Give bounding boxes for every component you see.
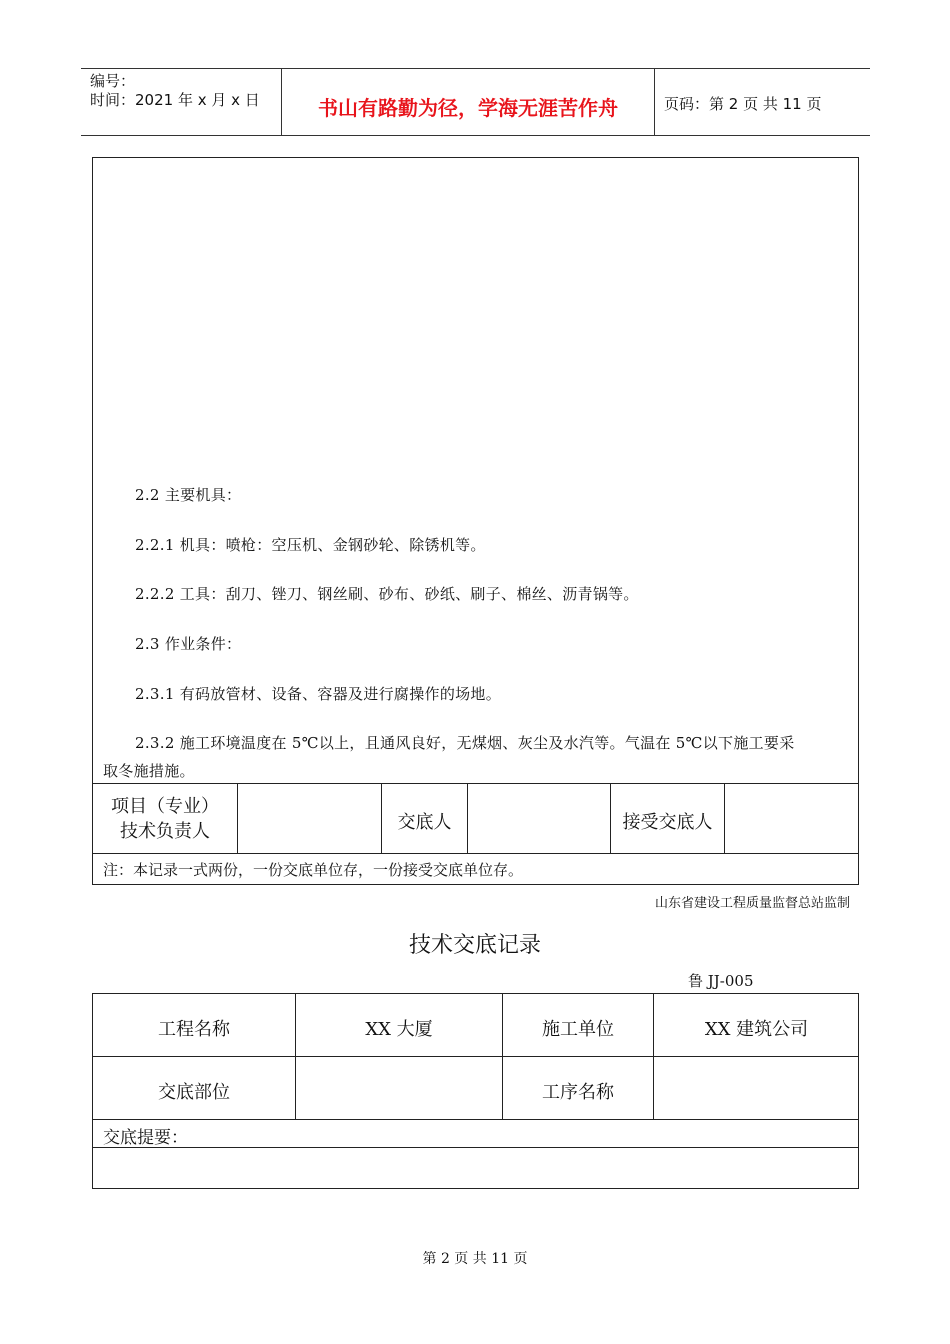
section-line-7: 取冬施措施。 <box>103 762 195 780</box>
project-name-value: XX 大厦 <box>365 1019 433 1040</box>
sign-row-divider-1 <box>237 783 238 853</box>
sign-row-bottom-rule <box>92 853 859 854</box>
issuer-text: 山东省建设工程质量监督总站监制 <box>654 896 850 911</box>
section-line-1: 2.2 主要机具： <box>135 486 242 504</box>
form-col-3 <box>653 993 654 1119</box>
form-title: 技术交底记录 <box>408 933 541 958</box>
sign-row-divider-3 <box>467 783 468 853</box>
header-top-rule <box>81 68 870 69</box>
record-note: 注：本记录一式两份，一份交底单位存，一份接受交底单位存。 <box>103 861 524 879</box>
receiver-label: 接受交底人 <box>622 812 713 833</box>
header-divider-right <box>654 68 655 136</box>
header-number-label: 编号： <box>90 72 136 90</box>
header-time-label: 时间：2021 年 x 月 x 日 <box>90 91 260 109</box>
sign-row-top-rule <box>92 783 859 784</box>
brief-part-label: 交底部位 <box>158 1082 230 1103</box>
section-line-5: 2.3.1 有码放管材、设备、容器及进行腐操作的场地。 <box>135 685 502 703</box>
construction-unit-label: 施工单位 <box>542 1019 614 1040</box>
section-line-3: 2.2.2 工具：刮刀、锉刀、钢丝刷、砂布、砂纸、刷子、棉丝、沥青锅等。 <box>135 585 639 603</box>
header-page-label: 页码：第 2 页 共 11 页 <box>664 95 822 113</box>
form-rule-3 <box>92 1147 859 1148</box>
construction-unit-value: XX 建筑公司 <box>704 1019 809 1040</box>
section-line-2: 2.2.1 机具：喷枪：空压机、金钢砂轮、除锈机等。 <box>135 536 486 554</box>
form-rule-2 <box>92 1119 859 1120</box>
process-name-label: 工序名称 <box>542 1082 614 1103</box>
page-footer: 第 2 页 共 11 页 <box>422 1251 528 1267</box>
brief-summary-label: 交底提要： <box>103 1128 188 1148</box>
header-bottom-rule <box>81 135 870 136</box>
briefer-label: 交底人 <box>397 812 452 833</box>
tech-lead-label-line1: 项目（专业） <box>111 796 219 817</box>
sign-row-divider-5 <box>724 783 725 853</box>
form-code: 鲁 JJ-005 <box>688 972 754 990</box>
header-motto: 书山有路勤为径，学海无涯苦作舟 <box>318 96 618 120</box>
tech-lead-label-line2: 技术负责人 <box>120 821 210 842</box>
project-name-label: 工程名称 <box>158 1019 230 1040</box>
form-col-1 <box>295 993 296 1119</box>
section-line-6: 2.3.2 施工环境温度在 5℃以上，且通风良好，无煤烟、灰尘及水汽等。气温在 5℃以下施工要采 <box>135 734 795 752</box>
content-box <box>92 157 859 885</box>
section-line-4: 2.3 作业条件： <box>135 635 242 653</box>
form-rule-1 <box>92 1056 859 1057</box>
